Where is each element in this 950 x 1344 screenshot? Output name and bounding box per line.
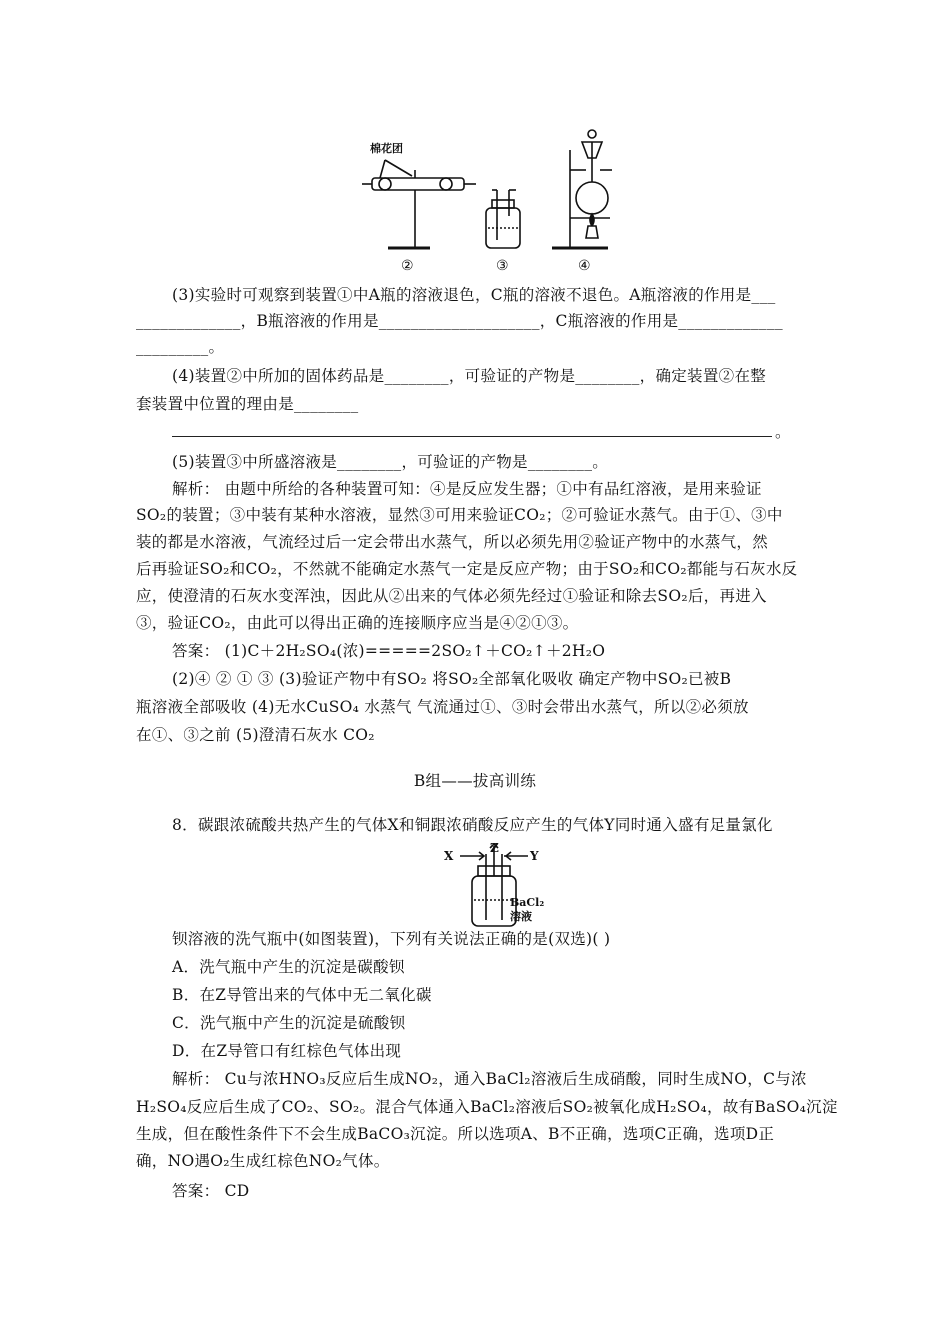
analysis1-line: 解析： 由题中所给的各种装置可知：④是反应发生器；①中有品红溶液，是用来验证 [172, 480, 762, 498]
q4-answer-blank [172, 436, 772, 437]
analysis1-line: ③，验证CO₂，由此可以得出正确的连接顺序应当是④②①③。 [136, 614, 579, 632]
gas-x-label: X [444, 849, 454, 863]
cotton-label: 棉花团 [370, 142, 403, 155]
q5-line-1: (5)装置③中所盛溶液是________，可验证的产物是________。 [172, 453, 609, 471]
q4-line-2: 套装置中位置的理由是________ [136, 395, 359, 413]
wash-bottle-figure [440, 842, 550, 930]
gas-y-label: Y [530, 849, 539, 863]
analysis1-line: 装的都是水溶液，气流经过后一定会带出水蒸气，所以必须先用②验证产物中的水蒸气，然 [136, 533, 769, 551]
q8-stem-line-2: 钡溶液的洗气瓶中(如图装置)，下列有关说法正确的是(双选)( ) [172, 930, 611, 948]
analysis1-line: SO₂的装置；③中装有某种水溶液，显然③可用来验证CO₂；②可验证水蒸气。由于①、③中 [136, 506, 783, 524]
label-apparatus-4: ④ [578, 258, 591, 274]
gas-z-label: Z [490, 842, 499, 855]
apparatus-4-generator [552, 130, 612, 248]
answer2-line: 答案： CD [172, 1182, 250, 1200]
apparatus-figure [360, 120, 620, 280]
q3-line-1: (3)实验时可观察到装置①中A瓶的溶液退色，C瓶的溶液不退色。A瓶溶液的作用是___ [172, 286, 776, 304]
q8-option-c: C．洗气瓶中产生的沉淀是硫酸钡 [172, 1014, 406, 1032]
answer1-line: 瓶溶液全部吸收 (4)无水CuSO₄ 水蒸气 气流通过①、③时会带出水蒸气，所以②必须放 [136, 698, 749, 716]
q4-line-3-end: 。 [775, 423, 791, 441]
section-b-title: B组——拔高训练 [413, 772, 537, 790]
apparatus-3-wash-bottle [486, 190, 520, 248]
q8-stem-line-1: 8．碳跟浓硫酸共热产生的气体X和铜跟浓硝酸反应产生的气体Y同时通入盛有足量氯化 [172, 816, 773, 834]
q8-option-d: D．在Z导管口有红棕色气体出现 [172, 1042, 402, 1060]
analysis2-line: H₂SO₄反应后生成了CO₂、SO₂。混合气体通入BaCl₂溶液后SO₂被氧化成H₂SO₄，故有BaSO₄沉淀 [136, 1098, 838, 1116]
label-apparatus-2: ② [401, 258, 414, 274]
answer1-line: 在①、③之前 (5)澄清石灰水 CO₂ [136, 726, 375, 744]
q3-line-2: _____________，B瓶溶液的作用是____________________，C瓶溶液的作用是_____________ [136, 312, 783, 330]
bacl2-label: BaCl₂ [510, 896, 545, 909]
analysis2-line: 生成，但在酸性条件下不会生成BaCO₃沉淀。所以选项A、B不正确，选项C正确，选项D正 [136, 1125, 775, 1143]
analysis2-line: 确，NO遇O₂生成红棕色NO₂气体。 [136, 1152, 390, 1170]
analysis2-line: 解析： Cu与浓HNO₃反应后生成NO₂，通入BaCl₂溶液后生成硝酸，同时生成NO，C与浓 [172, 1070, 807, 1088]
answer1-line: 答案： (1)C＋2H₂SO₄(浓)=====2SO₂↑＋CO₂↑＋2H₂O [172, 642, 606, 660]
q8-option-a: A．洗气瓶中产生的沉淀是碳酸钡 [172, 958, 405, 976]
answer1-line: (2)④ ② ① ③ (3)验证产物中有SO₂ 将SO₂全部氧化吸收 确定产物中SO₂已被B [172, 670, 732, 688]
analysis1-line: 后再验证SO₂和CO₂，不然就不能确定水蒸气一定是反应产物；由于SO₂和CO₂都能与石灰水反 [136, 560, 798, 578]
q4-line-1: (4)装置②中所加的固体药品是________，可验证的产物是________，确定装置②在整 [172, 367, 767, 385]
solution-label: 溶液 [510, 910, 532, 923]
label-apparatus-3: ③ [496, 258, 509, 274]
analysis1-line: 应，使澄清的石灰水变浑浊，因此从②出来的气体必须先经过①验证和除去SO₂后，再进入 [136, 587, 767, 605]
q8-option-b: B．在Z导管出来的气体中无二氧化碳 [172, 986, 432, 1004]
q3-line-3: _________。 [136, 338, 225, 356]
apparatus-2-drying-tube [362, 160, 476, 248]
